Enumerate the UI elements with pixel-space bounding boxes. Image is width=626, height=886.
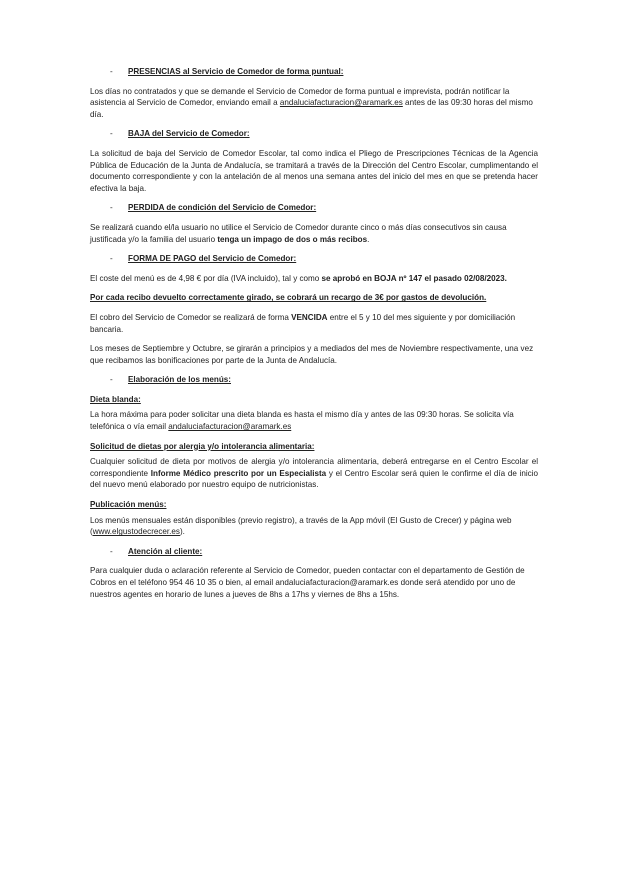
text-run: ).: [179, 527, 185, 537]
bold-underlined-text: Por cada recibo devuelto correctamente girado, se cobrará un recargo de 3€ por gastos de devolución.: [90, 293, 487, 303]
text-run: Se realizará cuando el/la usuario no utilice el Servicio de Comedor durante cinco o más días consecutivos sin causa justificada y/o la familia del usuario: [90, 222, 507, 244]
text-run: antes de las 09:30 horas del mismo día.: [90, 98, 533, 119]
bullet-dash: -: [110, 254, 113, 264]
bullet-dash: -: [110, 203, 113, 213]
atencion-paragraph: Para cualquier duda o aclaración referente al Servicio de Comedor, pueden contactar con el departamento de Gestión de Cobros en el teléfono 954 46 10 35 o bien, al email andaluciafacturacion@aramark.es donde será atendido por uno de nuestros agentes en horario de lunes a jueves de 8hs a 17hs y viernes de 8hs a 15hs.: [90, 566, 525, 599]
section-title: Atención al cliente:: [128, 546, 203, 556]
section-menus-heading: [90, 374, 538, 386]
bullet-dash: -: [110, 129, 113, 139]
bold-text: se aprobó en BOJA nº 147 el pasado 02/08/2023.: [321, 273, 507, 283]
section-atencion-heading: [90, 546, 538, 558]
bullet-dash: -: [110, 546, 113, 556]
pago-recargo-paragraph: [90, 292, 538, 304]
pago-meses-paragraph: Los meses de Septiembre y Octubre, se girarán a principios y a mediados del mes de Noviembre respectivamente, una vez que recibamos las bonificaciones por parte de la Junta de Andalucía.: [90, 344, 534, 365]
text-run: entre el 5 y 10 del mes siguiente y por domiciliación bancaria.: [90, 312, 516, 334]
section-title: BAJA del Servicio de Comedor:: [128, 129, 250, 139]
section-title: Elaboración de los menús:: [128, 375, 231, 385]
bold-text: Informe Médico prescrito por un Especialista: [150, 468, 327, 478]
text-run: y el Centro Escolar será quien le confirme el día de inicio del nuevo menú elaborado por nuestro equipo de nutricionistas.: [90, 468, 538, 490]
text-run: Los días no contratados y que se demande el Servicio de Comedor de forma puntual e imprevista, podrán notificar la asistencia al Servicio de Comedor, enviando email a: [90, 86, 510, 108]
text-run: La hora máxima para poder solicitar una dieta blanda es hasta el mismo día y antes de las 09:30 horas. Se solicita vía telefónica o vía email: [90, 410, 514, 432]
section-title: PERDIDA de condición del Servicio de Comedor:: [128, 203, 317, 213]
dieta-blanda-paragraph: [90, 409, 538, 432]
email-link[interactable]: andaluciafacturacion@aramark.es: [168, 422, 292, 432]
pago-cost-paragraph: [90, 273, 538, 285]
bullet-dash: -: [110, 375, 113, 385]
section-baja-heading: [90, 128, 538, 140]
dieta-blanda-title: Dieta blanda:: [90, 394, 141, 404]
text-run: .: [367, 234, 370, 244]
text-run: Los menús mensuales están disponibles (previo registro), a través de la App móvil (El Gusto de Crecer) y página web (: [90, 515, 512, 537]
pago-cobro-paragraph: [90, 312, 538, 335]
perdida-paragraph: [90, 222, 538, 245]
baja-paragraph: La solicitud de baja del Servicio de Comedor Escolar, tal como indica el Pliego de Prescripciones Técnicas de la Agencia Pública de Educación de la Junta de Andalucía, se tramitará a través de la Dirección del Centro Escolar, cumplimentando el documento correspondiente y con la antelación de al menos una semana antes del inicio del mes en que se pretenda hacer efectiva la baja.: [90, 148, 538, 193]
document-content: [90, 66, 538, 608]
alergia-paragraph: [90, 456, 538, 491]
section-presencias-heading: [90, 66, 538, 78]
bold-text: VENCIDA: [291, 312, 328, 322]
bullet-dash: -: [110, 67, 113, 76]
presencias-paragraph: [90, 86, 538, 121]
section-title: PRESENCIAS al Servicio de Comedor de forma puntual:: [128, 67, 344, 76]
text-run: El coste del menú es de 4,98 € por día (IVA incluido), tal y como: [90, 273, 322, 283]
section-title: FORMA DE PAGO del Servicio de Comedor:: [128, 254, 297, 264]
publicacion-title: Publicación menús:: [90, 500, 167, 510]
text-run: El cobro del Servicio de Comedor se realizará de forma: [90, 312, 292, 322]
website-link[interactable]: www.elgustodecrecer.es: [92, 527, 180, 537]
email-link[interactable]: andaluciafacturacion@aramark.es: [279, 98, 403, 108]
alergia-title: Solicitud de dietas por alergia y/o intolerancia alimentaria:: [90, 441, 315, 451]
publicacion-paragraph: [90, 515, 538, 538]
section-pago-heading: [90, 253, 538, 265]
bold-text: tenga un impago de dos o más recibos: [217, 234, 368, 244]
text-run: Cualquier solicitud de dieta por motivos de alergia y/o intolerancia alimentaria, deberá entregarse en el Centro Escolar el correspondiente: [90, 457, 538, 478]
section-perdida-heading: [90, 202, 538, 214]
